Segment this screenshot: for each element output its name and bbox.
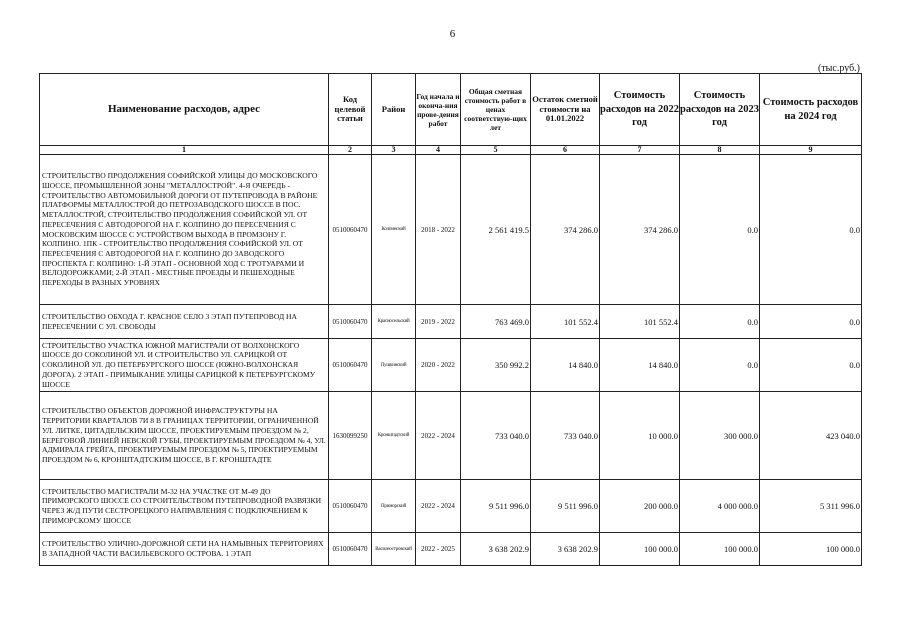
row-years: 2019 - 2022 <box>416 305 461 339</box>
header-remaining: Остаток сметной стоимости на 01.01.2022 <box>531 74 600 146</box>
row-2023: 300 000.0 <box>680 392 760 480</box>
column-numbers-row <box>40 146 862 155</box>
table-row <box>40 480 862 533</box>
row-remaining: 374 286.0 <box>531 155 600 305</box>
row-2023: 0.0 <box>680 155 760 305</box>
row-total-cost: 350 992.2 <box>461 339 531 392</box>
row-code: 0510060470 <box>329 339 372 392</box>
page-number: 6 <box>449 28 456 40</box>
row-district: Колпинский <box>372 155 416 305</box>
header-years: Год начала и оконча-ния прове-дения работ <box>416 74 461 146</box>
row-2023: 0.0 <box>680 339 760 392</box>
table-row <box>40 392 862 480</box>
row-name: СТРОИТЕЛЬСТВО УЧАСТКА ЮЖНОЙ МАГИСТРАЛИ ОТ ВОЛХОНСКОГО ШОССЕ ДО СОКОЛИНОЙ УЛ. И СТРОИТЕЛЬСТВО УЛ. САРИЦКОЙ ОТ СОКОЛИНОЙ УЛ. ДО ПЕТЕРБУРГСКОГО ШОССЕ (ЮЖНО-ВОЛХОНСКАЯ ДОРОГА). 2 ЭТАП - ПРИМЫКАНИЕ УЛИЦЫ САРИЦКОЙ К ПЕТЕРБУРГСКОМУ ШОССЕ <box>40 339 329 392</box>
row-remaining: 733 040.0 <box>531 392 600 480</box>
row-remaining: 14 840.0 <box>531 339 600 392</box>
row-2022: 10 000.0 <box>600 392 680 480</box>
row-2023: 0.0 <box>680 305 760 339</box>
row-name: СТРОИТЕЛЬСТВО ПРОДОЛЖЕНИЯ СОФИЙСКОЙ УЛИЦЫ ДО МОСКОВСКОГО ШОССЕ, ПРОМЫШЛЕННОЙ ЗОНЫ "МЕТАЛЛОСТРОЙ". 4-Я ОЧЕРЕДЬ - СТРОИТЕЛЬСТВО АВТОМОБИЛЬНОЙ ДОРОГИ ОТ ПУТЕПРОВОДА В РАЙОНЕ ПЛАТФОРМЫ МЕТАЛЛОСТРОЙ ДО ПЕТРОЗАВОДСКОГО ШОССЕ В ПОС. МЕТАЛЛОСТРОЙ, СТРОИТЕЛЬСТВО ПРОДОЛЖЕНИЯ СОФИЙСКОЙ УЛ. ОТ ПЕРЕСЕЧЕНИЯ С АВТОДОРОГОЙ НА Г. КОЛПИНО ДО ПЕРЕСЕЧЕНИЯ С МОСКОВСКИМ ШОССЕ С УСТРОЙСТВОМ ВЫХОДА В ПРОМЗОНУ Г. КОЛПИНО. 1ПК - СТРОИТЕЛЬСТВО ПРОДОЛЖЕНИЯ СОФИЙСКОЙ УЛ. ОТ ПЕРЕСЕЧЕНИЯ С АВТОДОРОГОЙ НА Г. КОЛПИНО ДО ЗАВОДСКОГО ПРОСПЕКТА Г. КОЛПИНО: 1-Й ЭТАП - ОСНОВНОЙ ХОД С ТРОТУАРАМИ И ВЕЛОДОРОЖКАМИ; 2-Й ЭТАП - МЕСТНЫЕ ПРОЕЗДЫ И ПЕШЕХОДНЫЕ ПЕРЕХОДЫ В РАЗНЫХ УРОВНЯХ <box>40 155 329 305</box>
row-code: 0510060470 <box>329 305 372 339</box>
row-district: Кронштадтский <box>372 392 416 480</box>
column-number: 8 <box>680 146 760 155</box>
row-2022: 101 552.4 <box>600 305 680 339</box>
row-2024: 100 000.0 <box>760 533 862 566</box>
row-name: СТРОИТЕЛЬСТВО УЛИЧНО-ДОРОЖНОЙ СЕТИ НА НАМЫВНЫХ ТЕРРИТОРИЯХ В ЗАПАДНОЙ ЧАСТИ ВАСИЛЬЕВСКОГО ОСТРОВА. 1 ЭТАП <box>40 533 329 566</box>
column-number: 5 <box>461 146 531 155</box>
row-2022: 100 000.0 <box>600 533 680 566</box>
row-2023: 100 000.0 <box>680 533 760 566</box>
row-total-cost: 763 469.0 <box>461 305 531 339</box>
row-years: 2022 - 2024 <box>416 480 461 533</box>
row-total-cost: 733 040.0 <box>461 392 531 480</box>
row-code: 0510060470 <box>329 533 372 566</box>
table-row <box>40 339 862 392</box>
row-remaining: 101 552.4 <box>531 305 600 339</box>
row-years: 2020 - 2022 <box>416 339 461 392</box>
row-2024: 0.0 <box>760 339 862 392</box>
row-district: Приморский <box>372 480 416 533</box>
header-2024: Стоимость расходов на 2024 год <box>760 74 862 146</box>
row-2024: 0.0 <box>760 155 862 305</box>
column-number: 9 <box>760 146 862 155</box>
row-district: Василеостровский <box>372 533 416 566</box>
row-name: СТРОИТЕЛЬСТВО ОБЪЕКТОВ ДОРОЖНОЙ ИНФРАСТРУКТУРЫ НА ТЕРРИТОРИИ КВАРТАЛОВ 7И 8 В ГРАНИЦАХ ТЕРРИТОРИИ, ОГРАНИЧЕННОЙ УЛ. ЛИТКЕ, ЦИТАДЕЛЬСКИМ ШОССЕ, ПРОЕКТИРУЕМЫМ ПРОЕЗДОМ № 2, БЕРЕГОВОЙ ЛИНИЕЙ НЕВСКОЙ ГУБЫ, ПРОЕКТИРУЕМЫМ ПРОЕЗДОМ № 4, УЛ. АДМИРАЛА ГРЕЙГА, ПРОЕКТИРУЕМЫМ ПРОЕЗДОМ № 5, ПРОЕКТИРУЕМЫМ ПРОЕЗДОМ № 6, КРОНШТАДТСКИМ ШОССЕ, В Г. КРОНШТАДТЕ <box>40 392 329 480</box>
row-code: 0510060470 <box>329 155 372 305</box>
column-number: 4 <box>416 146 461 155</box>
column-number: 2 <box>329 146 372 155</box>
row-remaining: 9 511 996.0 <box>531 480 600 533</box>
table-row <box>40 155 862 305</box>
row-2024: 5 311 996.0 <box>760 480 862 533</box>
row-code: 0510060470 <box>329 480 372 533</box>
row-years: 2022 - 2024 <box>416 392 461 480</box>
row-2024: 423 040.0 <box>760 392 862 480</box>
header-name: Наименование расходов, адрес <box>40 74 329 146</box>
table-row <box>40 305 862 339</box>
column-number: 7 <box>600 146 680 155</box>
header-2023: Стоимость расходов на 2023 год <box>680 74 760 146</box>
header-2022: Стоимость расходов на 2022 год <box>600 74 680 146</box>
row-total-cost: 9 511 996.0 <box>461 480 531 533</box>
row-total-cost: 2 561 419.5 <box>461 155 531 305</box>
row-years: 2022 - 2025 <box>416 533 461 566</box>
row-name: СТРОИТЕЛЬСТВО МАГИСТРАЛИ М-32 НА УЧАСТКЕ ОТ М-49 ДО ПРИМОРСКОГО ШОССЕ СО СТРОИТЕЛЬСТВОМ ПУТЕПРОВОДНОЙ РАЗВЯЗКИ ЧЕРЕЗ Ж/Д ПУТИ СЕСТРОРЕЦКОГО НАПРАВЛЕНИЯ С ПОДКЛЮЧЕНИЕМ К ПРИМОРСКОМУ ШОССЕ <box>40 480 329 533</box>
units-label: (тыс.руб.) <box>817 63 860 74</box>
column-number: 6 <box>531 146 600 155</box>
column-number: 3 <box>372 146 416 155</box>
column-number: 1 <box>40 146 329 155</box>
row-district: Пушкинский <box>372 339 416 392</box>
header-district: Район <box>372 74 416 146</box>
row-years: 2018 - 2022 <box>416 155 461 305</box>
row-total-cost: 3 638 202.9 <box>461 533 531 566</box>
row-2022: 200 000.0 <box>600 480 680 533</box>
row-2023: 4 000 000.0 <box>680 480 760 533</box>
row-name: СТРОИТЕЛЬСТВО ОБХОДА Г. КРАСНОЕ СЕЛО 3 ЭТАП ПУТЕПРОВОД НА ПЕРЕСЕЧЕНИИ С УЛ. СВОБОДЫ <box>40 305 329 339</box>
header-total-cost: Общая сметная стоимость работ в ценах соответствую-щих лет <box>461 74 531 146</box>
row-2022: 374 286.0 <box>600 155 680 305</box>
row-district: Красносельский <box>372 305 416 339</box>
row-remaining: 3 638 202.9 <box>531 533 600 566</box>
expenses-table <box>39 73 862 566</box>
table-row <box>40 533 862 566</box>
row-code: 1630099250 <box>329 392 372 480</box>
header-code: Код целевой статьи <box>329 74 372 146</box>
row-2022: 14 840.0 <box>600 339 680 392</box>
row-2024: 0.0 <box>760 305 862 339</box>
